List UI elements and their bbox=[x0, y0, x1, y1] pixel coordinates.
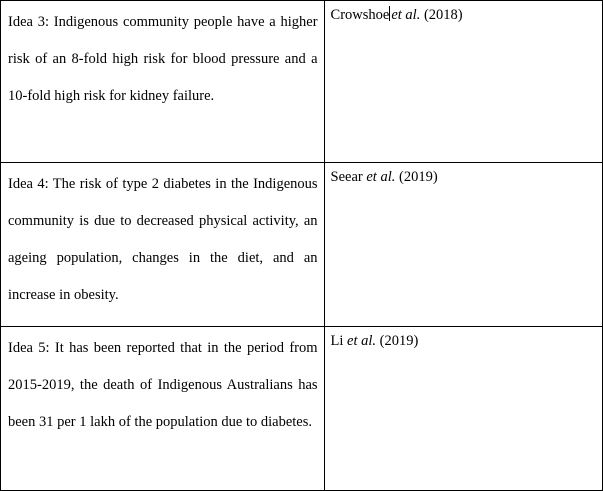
table-row bbox=[1, 327, 603, 491]
reference-cell[interactable] bbox=[324, 1, 602, 163]
idea-text: Idea 5: It has been reported that in the period from 2015-2019, the death of Indigenous Australians has been 31 per 1 lakh of the population due to diabetes. bbox=[8, 340, 318, 430]
reference-etal: et al. bbox=[366, 169, 396, 185]
reference-etal: et al. bbox=[391, 7, 421, 23]
reference-text bbox=[331, 166, 596, 188]
reference-year: (2019) bbox=[379, 333, 419, 349]
table-row bbox=[1, 1, 603, 163]
reference-author: Crowshoe bbox=[330, 7, 390, 23]
reference-author: Seear bbox=[330, 169, 363, 185]
idea-cell[interactable] bbox=[1, 327, 325, 491]
idea-text: Idea 4: The risk of type 2 diabetes in the Indigenous community is due to decreased physical activity, an ageing population, changes in the diet, and an increase in obesity. bbox=[8, 176, 318, 303]
idea-text: Idea 3: Indigenous community people have a higher risk of an 8-fold high risk for blood pressure and a 10-fold high risk for kidney failure. bbox=[8, 14, 318, 104]
reference-etal: et al. bbox=[347, 333, 377, 349]
reference-year: (2018) bbox=[423, 7, 463, 23]
idea-cell[interactable] bbox=[1, 163, 325, 327]
reference-text bbox=[331, 330, 596, 352]
reference-author: Li bbox=[330, 333, 344, 349]
idea-cell[interactable] bbox=[1, 1, 325, 163]
table-row bbox=[1, 163, 603, 327]
reference-cell[interactable] bbox=[324, 163, 602, 327]
reference-text bbox=[331, 4, 596, 26]
reference-cell[interactable] bbox=[324, 327, 602, 491]
reference-year: (2019) bbox=[398, 169, 438, 185]
